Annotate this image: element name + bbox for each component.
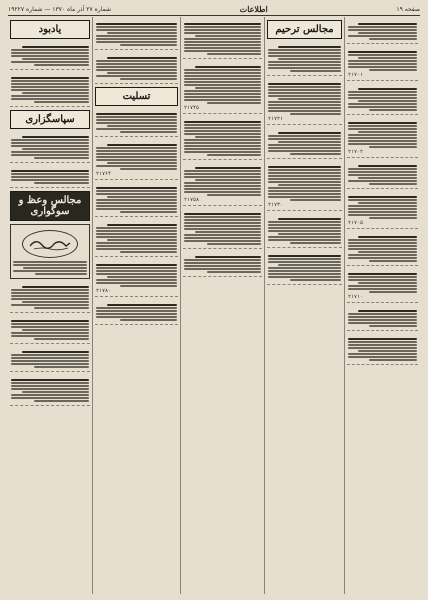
- notice: [183, 117, 262, 160]
- notice: [347, 84, 418, 115]
- notice: [183, 252, 262, 277]
- column-4: [92, 17, 180, 594]
- notice-code: ۲۱۷۸۰: [96, 288, 112, 294]
- section-heading-condolence: مجالس ترحیم: [267, 20, 342, 39]
- column-5: [8, 17, 92, 594]
- notice: [267, 128, 342, 159]
- notice: [95, 140, 178, 180]
- notice-code: ۲۱۷۳۰: [268, 202, 284, 208]
- notice: [95, 220, 178, 257]
- notice-code: ۲۱۷۰۵: [348, 220, 364, 226]
- column-1: [344, 17, 420, 594]
- notice: [183, 62, 262, 114]
- notice: [267, 251, 342, 285]
- notice: [95, 19, 178, 50]
- notice: [10, 347, 90, 372]
- notice: [347, 118, 418, 158]
- masthead: اطلاعات: [239, 4, 268, 14]
- notice: [95, 260, 178, 297]
- page-number: صفحه ۱۹: [396, 5, 420, 13]
- notice-code: ۲۱۷۶۴: [96, 171, 112, 177]
- notice: [10, 316, 90, 344]
- notice: [267, 214, 342, 248]
- section-heading-sermons: مجالس وعظ و سوگواری: [10, 191, 90, 221]
- sermon-notice-box: [10, 224, 90, 279]
- notice: [10, 375, 90, 406]
- running-header: [8, 3, 420, 16]
- calligraphy-seal-icon: [22, 230, 78, 258]
- notice-code: ۲۱۷۲۱: [268, 116, 284, 122]
- notice: [10, 166, 90, 188]
- notice: [95, 53, 178, 84]
- notice: [10, 42, 90, 70]
- notice: [10, 73, 90, 107]
- notice: [95, 183, 178, 217]
- notice: [347, 334, 418, 365]
- notice: [267, 162, 342, 211]
- notice: [95, 109, 178, 137]
- notice: [183, 19, 262, 59]
- section-heading-memorial: یادبود: [10, 20, 90, 39]
- notice: [183, 209, 262, 249]
- issue-date: شماره ۲۷ آذر ماه ۱۳۷۰ — شماره ۱۹۲۲۷: [8, 5, 112, 13]
- column-2: [264, 17, 344, 594]
- notice: [347, 19, 418, 44]
- notice: [10, 132, 90, 163]
- section-heading-gratitude: سپاسگزاری: [10, 110, 90, 129]
- notice-code: ۲۱۷۰۲: [348, 149, 364, 155]
- section-heading-thanks: تسلیت: [95, 87, 178, 106]
- notice-code: ۲۱۷۴۵: [184, 105, 200, 111]
- notice: [347, 192, 418, 229]
- notice: [10, 282, 90, 313]
- notice: [347, 269, 418, 303]
- notice: [267, 42, 342, 76]
- notice: [347, 306, 418, 331]
- notice-code: ۲۱۷۱۰: [348, 294, 364, 300]
- notice: [267, 79, 342, 125]
- notice: [183, 163, 262, 206]
- notice: [347, 232, 418, 266]
- notice: [347, 161, 418, 189]
- notice-code: ۲۱۷۰۱: [348, 72, 364, 78]
- notice: [95, 300, 178, 325]
- notice: [347, 47, 418, 81]
- column-3: [180, 17, 264, 594]
- notice-code: ۲۱۷۵۸: [184, 197, 200, 203]
- column-grid: [8, 17, 420, 594]
